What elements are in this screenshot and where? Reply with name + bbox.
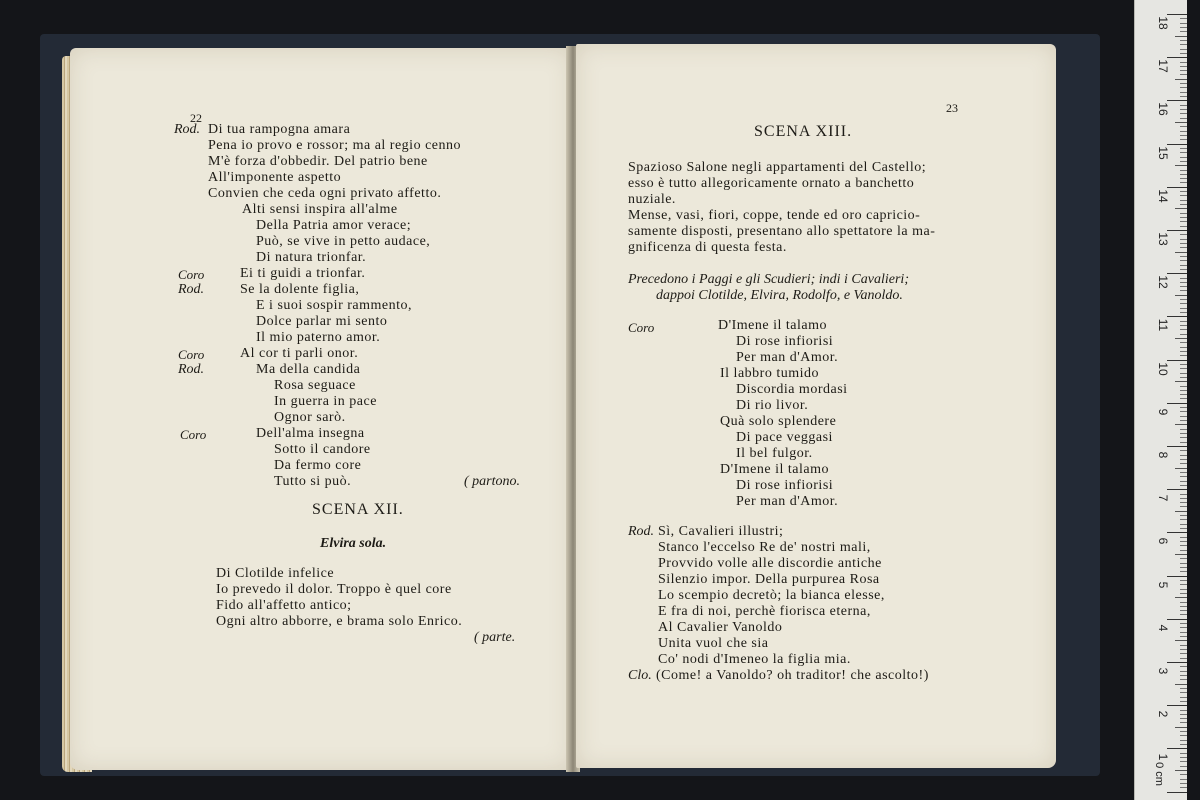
ruler-tick — [1180, 593, 1187, 594]
scene-title: SCENA XIII. — [754, 123, 853, 140]
ruler-tick — [1180, 481, 1187, 482]
ruler-tick — [1180, 411, 1187, 412]
setting-line: Spazioso Salone negli appartamenti del Castello; — [628, 160, 927, 175]
ruler-tick — [1180, 351, 1187, 352]
ruler-tick — [1180, 541, 1187, 542]
ruler-tick — [1180, 303, 1187, 304]
ruler-number: 17 — [1156, 59, 1170, 73]
ruler-tick — [1180, 740, 1187, 741]
ruler-tick — [1180, 429, 1187, 430]
verse-line: Di rose infiorisi — [736, 478, 834, 493]
ruler-tick — [1180, 584, 1187, 585]
ruler-tick — [1180, 118, 1187, 119]
ruler-tick — [1180, 239, 1187, 240]
ruler-tick — [1180, 157, 1187, 158]
verse-line: M'è forza d'obbedir. Del patrio bene — [208, 154, 428, 169]
ruler-tick — [1180, 113, 1187, 114]
ruler-tick — [1175, 468, 1187, 469]
ruler-number: 1 — [1156, 754, 1170, 761]
ruler-tick — [1180, 135, 1187, 136]
ruler-tick — [1180, 312, 1187, 313]
ruler-tick — [1180, 472, 1187, 473]
verse-line: Stanco l'eccelso Re de' nostri mali, — [658, 540, 871, 555]
ruler-tick — [1167, 230, 1187, 231]
ruler-tick — [1180, 390, 1187, 391]
ruler-number: 14 — [1156, 189, 1170, 203]
left-page — [70, 48, 572, 770]
ruler-tick — [1175, 252, 1187, 253]
verse-line: Il bel fulgor. — [736, 446, 813, 461]
ruler-tick — [1180, 645, 1187, 646]
verse-line: D'Imene il talamo — [720, 462, 829, 477]
ruler-tick — [1180, 398, 1187, 399]
page-number: 22 — [190, 111, 202, 125]
verse-line: E fra di noi, perchè fiorisca eterna, — [658, 604, 871, 619]
verse-line: Ei ti guidi a trionfar. — [240, 266, 366, 281]
ruler-tick — [1167, 532, 1187, 533]
scene-title: SCENA XII. — [312, 501, 404, 518]
ruler-tick — [1180, 213, 1187, 214]
ruler-tick — [1180, 148, 1187, 149]
verse-line: Di natura trionfar. — [256, 250, 367, 265]
ruler-tick — [1180, 66, 1187, 67]
ruler-tick — [1175, 338, 1187, 339]
ruler-tick — [1180, 329, 1187, 330]
ruler-tick — [1180, 774, 1187, 775]
ruler-tick — [1180, 269, 1187, 270]
ruler-tick — [1167, 144, 1187, 145]
ruler-tick — [1180, 265, 1187, 266]
verse-line: Provvido volle alle discordie antiche — [658, 556, 882, 571]
ruler-tick — [1180, 610, 1187, 611]
ruler-number: 3 — [1156, 667, 1170, 675]
ruler-tick — [1167, 360, 1187, 361]
ruler-tick — [1180, 170, 1187, 171]
speaker-label: Coro — [178, 267, 205, 282]
ruler-tick — [1180, 256, 1187, 257]
ruler-tick — [1180, 377, 1187, 378]
ruler-tick — [1180, 334, 1187, 335]
ruler-tick — [1180, 355, 1187, 356]
ruler-tick — [1175, 597, 1187, 598]
ruler-tick — [1180, 204, 1187, 205]
ruler-tick — [1180, 226, 1187, 227]
ruler-tick — [1180, 23, 1187, 24]
ruler-tick — [1180, 714, 1187, 715]
ruler-tick — [1180, 74, 1187, 75]
verse-line: Silenzio impor. Della purpurea Rosa — [658, 572, 880, 587]
ruler-tick — [1180, 191, 1187, 192]
ruler-tick — [1180, 697, 1187, 698]
ruler-tick — [1180, 567, 1187, 568]
ruler-tick — [1180, 519, 1187, 520]
verse-line: Per man d'Amor. — [736, 494, 839, 509]
ruler-tick — [1180, 234, 1187, 235]
ruler-number: 13 — [1156, 232, 1170, 246]
ruler-tick — [1180, 627, 1187, 628]
speaker-label: Coro — [628, 320, 655, 335]
ruler-tick — [1180, 589, 1187, 590]
ruler-tick — [1175, 36, 1187, 37]
ruler-tick — [1180, 710, 1187, 711]
ruler-tick — [1180, 83, 1187, 84]
ruler-tick — [1175, 640, 1187, 641]
speaker-label: Rod. — [628, 524, 655, 539]
ruler-tick — [1180, 386, 1187, 387]
ruler-tick — [1180, 161, 1187, 162]
ruler-tick — [1180, 731, 1187, 732]
ruler-tick — [1167, 14, 1187, 15]
verse-line: Per man d'Amor. — [736, 350, 839, 365]
ruler-tick — [1175, 554, 1187, 555]
ruler-tick — [1180, 614, 1187, 615]
ruler-tick — [1180, 290, 1187, 291]
verse-line: Rosa seguace — [274, 378, 356, 393]
ruler-tick — [1180, 217, 1187, 218]
ruler-number: 15 — [1156, 145, 1170, 160]
verse-line: Può, se vive in petto audace, — [256, 234, 431, 249]
verse-line: D'Imene il talamo — [718, 318, 827, 333]
ruler-tick — [1180, 195, 1187, 196]
ruler-tick — [1180, 105, 1187, 106]
speaker-label: Clo. — [628, 668, 652, 683]
setting-line: nuziale. — [628, 192, 676, 207]
ruler-tick — [1180, 515, 1187, 516]
ruler-number: 9 — [1156, 408, 1170, 416]
ruler-tick — [1180, 653, 1187, 654]
ruler-tick — [1180, 476, 1187, 477]
ruler-tick — [1167, 576, 1187, 577]
ruler-number: 10 — [1156, 361, 1170, 376]
ruler-tick — [1167, 705, 1187, 706]
verse-line: Sì, Cavalieri illustri; — [658, 524, 784, 539]
ruler-tick — [1180, 632, 1187, 633]
ruler-tick — [1180, 580, 1187, 581]
ruler-tick — [1167, 489, 1187, 490]
ruler-tick — [1180, 347, 1187, 348]
stage-direction: ( parte. — [474, 630, 516, 645]
ruler-tick — [1180, 243, 1187, 244]
ruler-tick — [1180, 18, 1187, 19]
setting-line: Mense, vasi, fiori, coppe, tende ed oro capricio- — [628, 208, 921, 223]
ruler-tick — [1167, 619, 1187, 620]
ruler-tick — [1180, 364, 1187, 365]
ruler-tick — [1175, 424, 1187, 425]
verse-line: Co' nodi d'Imeneo la figlia mia. — [658, 652, 851, 667]
ruler-tick — [1167, 187, 1187, 188]
ruler-tick — [1180, 321, 1187, 322]
ruler-tick — [1180, 502, 1187, 503]
ruler-tick — [1180, 550, 1187, 551]
ruler-tick — [1175, 770, 1187, 771]
ruler-tick — [1180, 299, 1187, 300]
verse-line: Ma della candida — [256, 362, 361, 377]
verse-line: Se la dolente figlia, — [240, 282, 360, 297]
ruler-tick — [1180, 692, 1187, 693]
verse-line: Pena io provo e rossor; ma al regio cenno — [208, 138, 461, 153]
ruler-tick — [1180, 178, 1187, 179]
verse-line: Al cor ti parli onor. — [240, 346, 359, 361]
ruler-number: 7 — [1156, 494, 1170, 502]
stage-direction: Precedono i Paggi e gli Scudieri; indi i Cavalieri; — [628, 272, 909, 287]
speaker-label: Rod. — [174, 122, 201, 137]
ruler-tick — [1180, 53, 1187, 54]
ruler-tick — [1180, 537, 1187, 538]
ruler-tick — [1180, 87, 1187, 88]
ruler-tick — [1180, 182, 1187, 183]
verse-line: Dolce parlar mi sento — [256, 314, 388, 329]
ruler-tick — [1175, 165, 1187, 166]
verse-line: Alti sensi inspira all'alme — [242, 202, 398, 217]
ruler-tick — [1180, 675, 1187, 676]
ruler-tick — [1180, 450, 1187, 451]
ruler-tick — [1180, 325, 1187, 326]
verse-line: Di tua rampogna amara — [208, 122, 351, 137]
ruler-tick — [1175, 208, 1187, 209]
ruler-tick — [1180, 783, 1187, 784]
verse-line: Della Patria amor verace; — [256, 218, 412, 233]
ruler-tick — [1180, 666, 1187, 667]
ruler-tick — [1180, 459, 1187, 460]
ruler-tick — [1180, 420, 1187, 421]
ruler-tick — [1180, 506, 1187, 507]
verse-line: Da fermo core — [274, 458, 362, 473]
ruler-tick — [1180, 442, 1187, 443]
right-page — [576, 44, 1056, 768]
setting-line: gnificenza di questa festa. — [628, 240, 787, 255]
ruler-tick — [1180, 131, 1187, 132]
ruler-tick — [1180, 282, 1187, 283]
ruler-tick — [1180, 485, 1187, 486]
ruler-tick — [1180, 27, 1187, 28]
ruler-unit-label: 0 cm — [1152, 762, 1165, 786]
ruler-tick — [1180, 394, 1187, 395]
ruler-tick — [1180, 92, 1187, 93]
ruler-tick — [1167, 57, 1187, 58]
setting-line: samente disposti, presentano allo spettatore la ma- — [628, 224, 936, 239]
verse-line: Convien che ceda ogni privato affetto. — [208, 186, 442, 201]
ruler-tick — [1180, 49, 1187, 50]
ruler-number: 16 — [1156, 102, 1170, 117]
ruler-tick — [1175, 511, 1187, 512]
ruler-tick — [1180, 787, 1187, 788]
stage-direction: dappoi Clotilde, Elvira, Rodolfo, e Vanoldo. — [656, 288, 903, 303]
ruler-tick — [1180, 221, 1187, 222]
scene-subtitle: Elvira sola. — [320, 536, 387, 551]
speaker-label: Coro — [178, 347, 205, 362]
verse-line: Di pace veggasi — [736, 430, 833, 445]
ruler-tick — [1175, 79, 1187, 80]
ruler-number: 6 — [1156, 538, 1170, 545]
ruler-tick — [1180, 658, 1187, 659]
ruler-tick — [1175, 381, 1187, 382]
ruler-tick — [1180, 602, 1187, 603]
ruler-tick — [1180, 744, 1187, 745]
ruler-tick — [1180, 463, 1187, 464]
speaker-label: Rod. — [178, 362, 205, 377]
ruler-tick — [1180, 649, 1187, 650]
ruler-tick — [1180, 31, 1187, 32]
ruler-tick — [1180, 40, 1187, 41]
ruler-tick — [1180, 766, 1187, 767]
ruler-tick — [1180, 247, 1187, 248]
ruler-tick — [1180, 679, 1187, 680]
ruler-tick — [1180, 455, 1187, 456]
verse-line: Dell'alma insegna — [256, 426, 365, 441]
ruler-tick — [1180, 174, 1187, 175]
ruler-tick — [1167, 403, 1187, 404]
ruler-tick — [1167, 273, 1187, 274]
ruler-tick — [1180, 571, 1187, 572]
ruler-tick — [1167, 748, 1187, 749]
ruler-tick — [1175, 295, 1187, 296]
verse-line: Io prevedo il dolor. Troppo è quel core — [216, 582, 452, 597]
ruler-number: 2 — [1156, 710, 1170, 718]
verse-line: Fido all'affetto antico; — [216, 598, 352, 613]
ruler-tick — [1180, 373, 1187, 374]
ruler-tick — [1175, 684, 1187, 685]
ruler-tick — [1180, 545, 1187, 546]
ruler-tick — [1180, 722, 1187, 723]
ruler-number: 12 — [1156, 275, 1170, 289]
verse-line: Tutto si può. — [274, 474, 352, 489]
setting-line: esso è tutto allegoricamente ornato a banchetto — [628, 176, 915, 191]
ruler-tick — [1180, 62, 1187, 63]
ruler-tick — [1175, 727, 1187, 728]
verse-line: E i suoi sospir rammento, — [256, 298, 412, 313]
verse-line: Ogni altro abborre, e brama solo Enrico. — [216, 614, 463, 629]
verse-line: Unita vuol che sia — [658, 636, 769, 651]
ruler-number: 18 — [1156, 16, 1170, 30]
ruler-tick — [1180, 433, 1187, 434]
ruler-tick — [1180, 494, 1187, 495]
ruler-tick — [1180, 623, 1187, 624]
ruler-tick — [1180, 70, 1187, 71]
verse-line: In guerra in pace — [274, 394, 377, 409]
ruler-tick — [1167, 446, 1187, 447]
ruler-tick — [1180, 761, 1187, 762]
ruler-tick — [1180, 688, 1187, 689]
verse-line: Sotto il candore — [274, 442, 371, 457]
speaker-label: Coro — [180, 427, 207, 442]
ruler-tick — [1180, 498, 1187, 499]
ruler-tick — [1180, 671, 1187, 672]
ruler-tick — [1180, 528, 1187, 529]
stage-direction: ( partono. — [464, 474, 520, 489]
ruler-tick — [1180, 44, 1187, 45]
ruler-tick — [1180, 96, 1187, 97]
ruler-tick — [1180, 718, 1187, 719]
ruler-tick — [1180, 342, 1187, 343]
ruler-tick — [1180, 308, 1187, 309]
ruler-tick — [1180, 416, 1187, 417]
verse-line: Lo scempio decretò; la bianca elesse, — [658, 588, 885, 603]
verse-line: Al Cavalier Vanoldo — [658, 620, 783, 635]
verse-line: Ognor sarò. — [274, 410, 346, 425]
verse-line: Di rose infiorisi — [736, 334, 834, 349]
measuring-ruler — [1134, 0, 1187, 800]
verse-line: (Come! a Vanoldo? oh traditor! che ascolto!) — [656, 668, 929, 683]
ruler-tick — [1180, 701, 1187, 702]
ruler-tick — [1180, 109, 1187, 110]
ruler-number: 11 — [1156, 319, 1170, 332]
verse-line: Di Clotilde infelice — [216, 566, 335, 581]
ruler-number: 5 — [1156, 581, 1170, 588]
verse-line: Il mio paterno amor. — [256, 330, 381, 345]
ruler-tick — [1180, 606, 1187, 607]
ruler-tick — [1180, 636, 1187, 637]
ruler-tick — [1167, 316, 1187, 317]
verse-line: Il labbro tumido — [720, 366, 819, 381]
ruler-tick — [1180, 286, 1187, 287]
ruler-tick — [1180, 200, 1187, 201]
verse-line: Discordia mordasi — [736, 382, 848, 397]
ruler-tick — [1180, 260, 1187, 261]
ruler-tick — [1180, 524, 1187, 525]
ruler-tick — [1180, 126, 1187, 127]
verse-line: Di rio livor. — [736, 398, 809, 413]
ruler-tick — [1167, 662, 1187, 663]
ruler-tick — [1167, 100, 1187, 101]
ruler-tick — [1180, 757, 1187, 758]
ruler-tick — [1180, 368, 1187, 369]
verse-line: Quà solo splendere — [720, 414, 837, 429]
ruler-tick — [1180, 753, 1187, 754]
ruler-tick — [1180, 278, 1187, 279]
ruler-tick — [1175, 122, 1187, 123]
ruler-tick — [1180, 735, 1187, 736]
ruler-number: 8 — [1156, 451, 1170, 459]
ruler-tick — [1180, 407, 1187, 408]
ruler-tick — [1180, 139, 1187, 140]
ruler-tick — [1180, 563, 1187, 564]
page-number: 23 — [946, 101, 958, 115]
verse-line: All'imponente aspetto — [208, 170, 342, 185]
speaker-label: Rod. — [178, 282, 205, 297]
ruler-tick — [1180, 558, 1187, 559]
ruler-tick — [1167, 792, 1187, 793]
ruler-number: 4 — [1156, 624, 1170, 632]
ruler-tick — [1180, 152, 1187, 153]
ruler-tick — [1180, 437, 1187, 438]
ruler-tick — [1180, 779, 1187, 780]
